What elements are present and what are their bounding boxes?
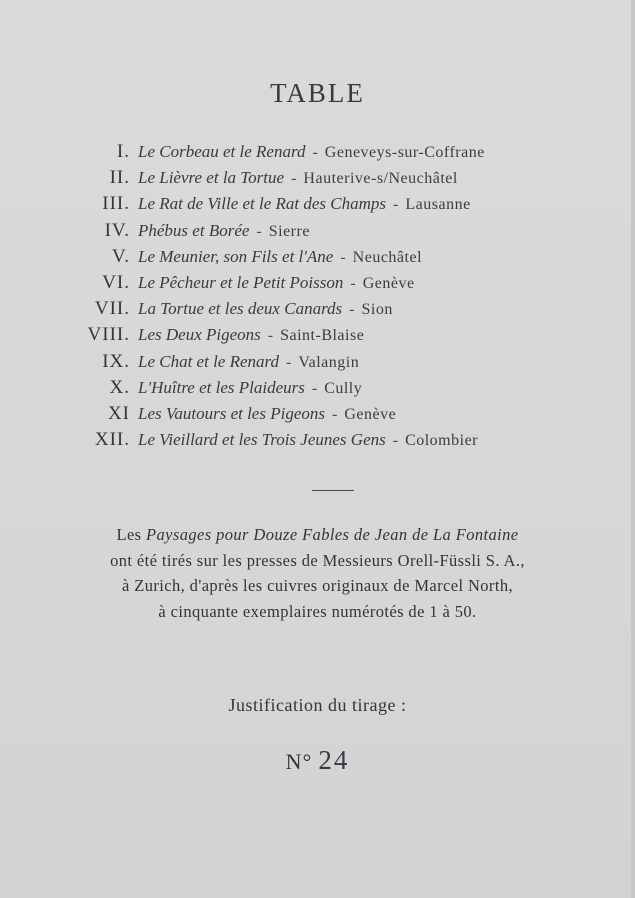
copy-number-label: N°	[285, 749, 313, 774]
colophon-line-1-prefix: Les	[116, 525, 142, 544]
toc-fable-title: Le Chat et le Renard	[138, 351, 280, 371]
toc-entry	[60, 351, 600, 377]
toc-numeral: I.	[116, 141, 130, 162]
toc-fable-title: Phébus et Borée	[138, 220, 250, 240]
toc-entry	[60, 377, 600, 403]
colophon-line-2: ont été tirés sur les presses de Messieurs Orell-Füssli S. A.,	[110, 550, 525, 570]
toc-separator: -	[267, 327, 274, 345]
toc-entry	[60, 403, 600, 429]
toc-numeral: X.	[109, 376, 130, 398]
toc-fable-title: Les Deux Pigeons	[138, 325, 261, 345]
toc-place: Cully	[324, 379, 363, 397]
toc-entry	[60, 324, 600, 350]
toc-place: Genève	[344, 405, 397, 423]
toc-separator: -	[392, 432, 399, 450]
toc-fable-title: Le Pêcheur et le Petit Poisson	[138, 272, 344, 292]
toc-separator: -	[393, 196, 399, 214]
colophon-line-1-title: Paysages pour Douze Fables de Jean de La Fontaine	[146, 525, 519, 544]
toc-separator: -	[311, 379, 318, 397]
toc-separator: -	[350, 274, 356, 292]
toc-place: Saint-Blaise	[280, 327, 365, 345]
toc-numeral: II.	[109, 167, 130, 189]
copy-number	[0, 745, 635, 776]
toc-place: Colombier	[405, 432, 478, 450]
toc-place: Neuchâtel	[352, 248, 423, 266]
toc-fable-title: L'Huître et les Plaideurs	[138, 377, 305, 397]
toc-separator: -	[332, 405, 338, 423]
justification-label: Justification du tirage :	[228, 695, 407, 715]
toc-place: Lausanne	[405, 196, 471, 214]
toc-fable-title: Le Corbeau et le Renard	[138, 142, 306, 161]
divider-rule	[312, 490, 354, 491]
toc-separator: -	[340, 248, 346, 266]
toc-place: Geneveys-sur-Coffrane	[324, 144, 485, 161]
colophon-line-3: à Zurich, d'après les cuivres originaux de Marcel North,	[122, 576, 513, 595]
toc-fable-title: Le Rat de Ville et le Rat des Champs	[138, 194, 387, 214]
toc-numeral: XI	[107, 402, 130, 424]
toc-entry	[60, 141, 600, 167]
copy-number-value: 24	[318, 745, 350, 775]
toc-place: Sion	[361, 301, 393, 319]
toc-fable-title: La Tortue et les deux Canards	[138, 299, 343, 319]
toc-entry	[60, 298, 600, 324]
toc-separator: -	[312, 144, 318, 161]
toc-place: Genève	[362, 274, 415, 292]
toc-numeral: III.	[102, 193, 130, 215]
toc-entry	[60, 193, 600, 219]
toc-separator: -	[256, 222, 262, 240]
toc-entry	[60, 429, 600, 455]
toc-fable-title: Les Vautours et les Pigeons	[138, 403, 325, 423]
toc-fable-title: Le Vieillard et les Trois Jeunes Gens	[138, 430, 386, 450]
colophon-line-4: à cinquante exemplaires numérotés de 1 à 50.	[158, 601, 477, 621]
toc-separator: -	[349, 301, 355, 319]
toc-numeral: VI.	[102, 271, 130, 293]
toc-fable-title: Le Meunier, son Fils et l'Ane	[138, 246, 334, 266]
toc-numeral: XII.	[94, 429, 130, 451]
colophon-line-1	[0, 522, 635, 548]
toc-place: Hauterive-s/Neuchâtel	[303, 170, 458, 188]
toc-place: Sierre	[268, 222, 310, 240]
toc-entry	[60, 272, 600, 298]
toc-numeral: VII.	[94, 298, 130, 320]
toc-entry	[60, 167, 600, 193]
toc-entry	[60, 246, 600, 272]
toc-numeral: V.	[111, 245, 130, 267]
colophon	[0, 522, 635, 624]
toc-separator: -	[286, 353, 292, 371]
toc-fable-title: Le Lièvre et la Tortue	[138, 168, 285, 188]
toc-numeral: IX.	[102, 350, 130, 372]
toc-place: Valangin	[298, 353, 360, 371]
toc-numeral: IV.	[104, 219, 130, 241]
table-of-contents	[60, 141, 600, 455]
page-title: TABLE	[270, 78, 365, 108]
toc-numeral: VIII.	[87, 324, 130, 346]
toc-separator: -	[291, 170, 297, 188]
toc-entry	[60, 220, 600, 246]
